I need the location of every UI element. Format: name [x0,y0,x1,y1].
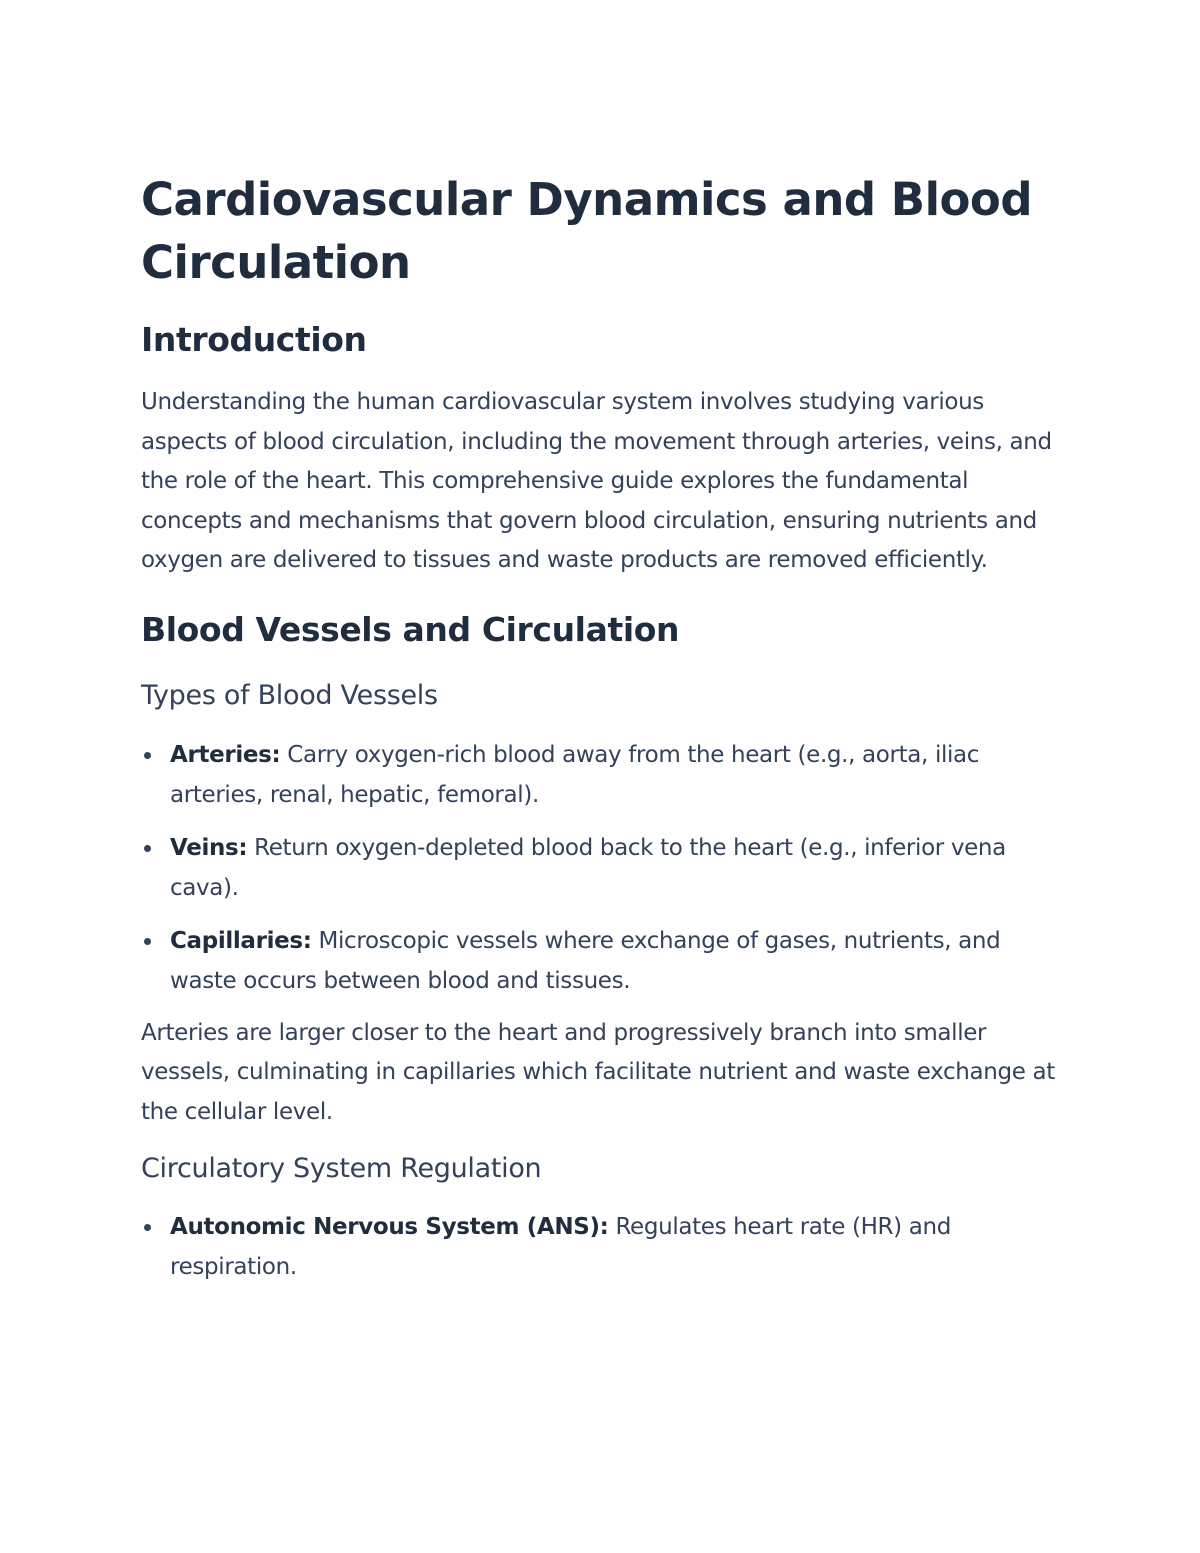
bullet-icon [144,1224,151,1231]
list-item-text: Carry oxygen-rich blood away from the heart (e.g., aorta, iliac arteries, renal, hepatic, femoral). [170,741,980,808]
introduction-paragraph: Understanding the human cardiovascular system involves studying various aspects of blood circulation, including the movement through arteries, veins, and the role of the heart. This comprehensive guide explores the fundamental concepts and mechanisms that govern blood circulation, ensuring nutrients and oxygen are delivered to tissues and waste products are removed efficiently. [141,389,1052,573]
list-item-term: Capillaries: [170,927,312,954]
list-item-arteries [141,735,1071,815]
list-item-ans [141,1207,1071,1287]
subsection-heading-types: Types of Blood Vessels [141,679,438,711]
list-item-veins [141,828,1071,908]
bullet-icon [144,938,151,945]
section-heading-blood-vessels: Blood Vessels and Circulation [141,609,680,649]
list-item-term: Veins: [170,834,248,861]
bullet-icon [144,752,151,759]
list-item-text: Return oxygen-depleted blood back to the heart (e.g., inferior vena cava). [170,834,1006,901]
list-item-term: Autonomic Nervous System (ANS): [170,1214,609,1240]
list-item-term: Arteries: [170,741,281,768]
vessels-paragraph: Arteries are larger closer to the heart and progressively branch into smaller vessels, culminating in capillaries which facilitate nutrient and waste exchange at the cellular level. [141,1019,1055,1125]
list-item-text: Microscopic vessels where exchange of gases, nutrients, and waste occurs between blood and tissues. [170,927,1001,994]
section-heading-introduction: Introduction [141,320,367,359]
vessel-types-list [141,735,1071,1001]
bullet-icon [144,845,151,852]
regulation-list [141,1207,1071,1287]
document-page [141,168,1071,1287]
subsection-heading-regulation: Circulatory System Regulation [141,1153,542,1184]
list-item-text: Regulates heart rate (HR) and respiration. [170,1214,951,1280]
list-item-capillaries [141,921,1071,1001]
document-title: Cardiovascular Dynamics and Blood Circulation [141,173,1033,289]
